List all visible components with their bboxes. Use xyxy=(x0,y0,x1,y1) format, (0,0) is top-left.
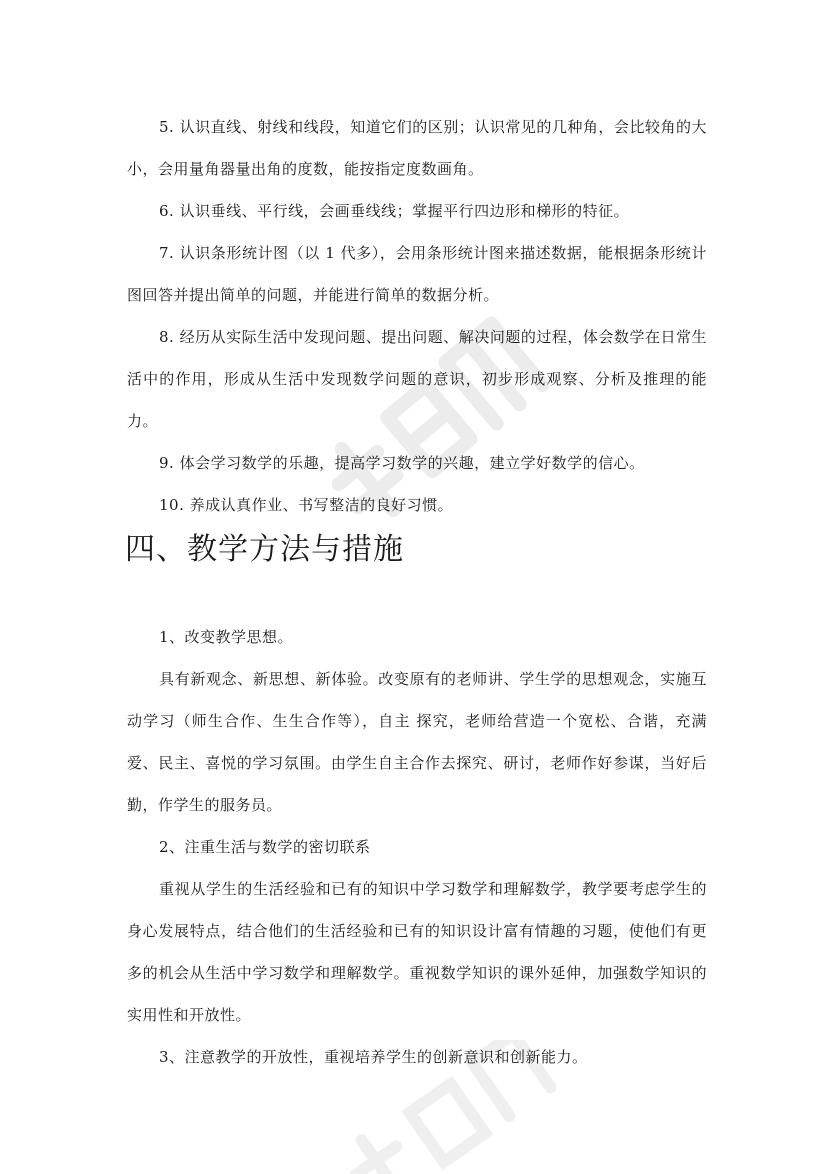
document-body xyxy=(127,106,707,1078)
item-10: 10. 养成认真作业、书写整洁的良好习惯。 xyxy=(159,496,454,514)
item-9: 9. 体会学习数学的乐趣，提高学习数学的兴趣，建立学好数学的信心。 xyxy=(159,454,645,472)
item-8: 8. 经历从实际生活中发现问题、提出问题、解决问题的过程，体会数学在日常生活中的作用，形成从生活中发现数学问题的意识，初步形成观察、分析及推理的能力。 xyxy=(127,328,707,430)
method-1-body: 具有新观念、新思想、新体验。改变原有的老师讲、学生学的思想观念，实施互动学习（师生合作、生生合作等），自主 探究，老师给营造一个宽松、合谐，充满爱、民主、喜悦的学习氛围。由学生自主合作去探究、研讨，老师作好参谋，当好后勤，作学生的服务员。 xyxy=(127,670,707,814)
method-2-title: 2、注重生活与数学的密切联系 xyxy=(159,838,371,856)
item-5: 5. 认识直线、射线和线段，知道它们的区别；认识常见的几种角，会比较角的大小，会用量角器量出角的度数，能按指定度数画角。 xyxy=(127,118,707,178)
method-3-title: 3、注意教学的开放性，重视培养学生的创新意识和创新能力。 xyxy=(159,1048,588,1066)
section-heading: 四、教学方法与措施 xyxy=(125,532,404,567)
method-1-title: 1、改变教学思想。 xyxy=(159,628,294,646)
item-6: 6. 认识垂线、平行线，会画垂线线；掌握平行四边形和梯形的特征。 xyxy=(159,202,630,220)
item-7: 7. 认识条形统计图（以 1 代多），会用条形统计图来描述数据，能根据条形统计图回答并提出简单的问题，并能进行简单的数据分析。 xyxy=(127,244,707,304)
method-2-body: 重视从学生的生活经验和已有的知识中学习数学和理解数学，教学要考虑学生的身心发展特点，结合他们的生活经验和已有的知识设计富有情趣的习题，使他们有更多的机会从生活中学习数学和理解数学。重视数学知识的课外延伸，加强数学知识的实用性和开放性。 xyxy=(127,880,707,1024)
